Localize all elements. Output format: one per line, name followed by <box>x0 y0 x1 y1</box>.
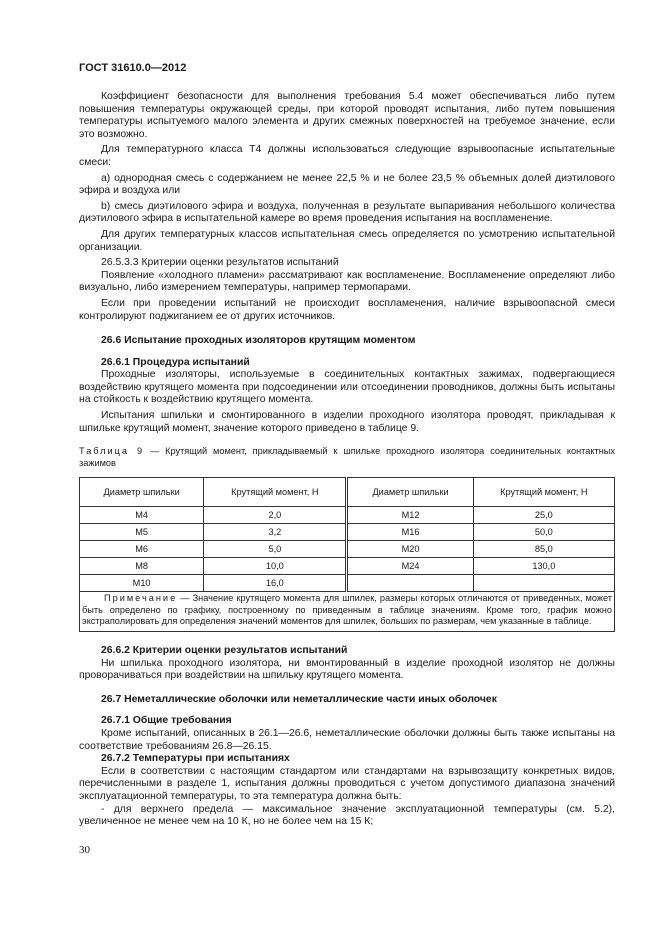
table-note <box>80 592 615 632</box>
table-cell: 16,0 <box>204 575 347 592</box>
table-cell: 50,0 <box>473 524 614 541</box>
table-cell: 130,0 <box>473 558 614 575</box>
table-cell: 25,0 <box>473 507 614 524</box>
torque-table <box>79 477 615 632</box>
paragraph: Для температурного класса Т4 должны использоваться следующие взрывоопасные испытательные смеси: <box>79 144 615 168</box>
table-cell: 10,0 <box>204 558 347 575</box>
section-heading: 26.7 Неметаллические оболочки или неметаллические части иных оболочек <box>101 693 497 705</box>
subsection-heading: 26.7.1 Общие требования <box>101 715 232 727</box>
paragraph: Коэффициент безопасности для выполнения требования 5.4 может обеспечиваться либо путем повышения температуры окружающей среды, при которой проводят испытания, либо путем повышения температуры испытуемого малого элемента и других смежных поверхностей на требуемое значение, если это возможно. <box>79 91 615 140</box>
table-header-row <box>80 478 615 507</box>
table-caption <box>79 446 615 469</box>
table-cell: М8 <box>80 558 204 575</box>
paragraph: 26.5.3.3 Критерии оценки результатов испытаний <box>101 257 339 269</box>
document-header: ГОСТ 31610.0—2012 <box>79 62 187 74</box>
table-cell: М4 <box>80 507 204 524</box>
table-cell: М20 <box>347 541 473 558</box>
subsection-heading: 26.6.1 Процедура испытаний <box>101 356 250 368</box>
table-caption-label: Таблица 9 <box>79 446 145 457</box>
subsection-heading: 26.6.2 Критерии оценки результатов испытаний <box>101 645 348 657</box>
table-cell <box>473 575 614 592</box>
note-text: — Значение крутящего момента для шпилек, размеры которых отличаются от приведенных, может быть определено по графику, построенному по приведенным в таблице значениям. Кроме того, график можно экстраполировать для определения значений моментов для шпилек, больших по размерам, чем указанные в таблице. <box>82 593 612 627</box>
column-header: Крутящий момент, Н <box>473 478 614 507</box>
column-header: Крутящий момент, Н <box>204 478 347 507</box>
table-note-row <box>80 592 615 632</box>
paragraph: Кроме испытаний, описанных в 26.1—26.6, неметаллические оболочки должны быть также испытаны на соответствие требованиям 26.8—26.15. <box>79 728 615 752</box>
paragraph: Ни шпилька проходного изолятора, ни вмонтированный в изделие проходной изолятор не должны проворачиваться при воздействии на шпильку крутящего момента. <box>79 657 615 682</box>
table-cell: М24 <box>347 558 473 575</box>
paragraph: - для верхнего предела — максимальное значение эксплуатационной температуры (см. 5.2), увеличенное не менее чем на 10 К, но не более чем на 15 К; <box>79 803 615 828</box>
table-row <box>80 507 615 524</box>
table-row <box>80 558 615 575</box>
column-header: Диаметр шпильки <box>347 478 473 507</box>
paragraph: Если при проведении испытаний не происходит воспламенения, наличие взрывоопасной смеси контролируют поджиганием ее от других источников. <box>79 297 615 322</box>
table-cell: М6 <box>80 541 204 558</box>
paragraph: а) однородная смесь с содержанием не менее 22,5 % и не более 23,5 % объемных долей диэтилового эфира и воздуха или <box>79 172 615 197</box>
section-heading: 26.6 Испытание проходных изоляторов крутящим моментом <box>101 335 416 347</box>
paragraph: Проходные изоляторы, используемые в соединительных контактных зажимах, подвергающиеся воздействию крутящего момента при подсоединении или отсоединении проводников, должны быть испытаны на стойкость к воздействию крутящего момента. <box>79 369 615 406</box>
table-cell: М10 <box>80 575 204 592</box>
table-cell: 3,2 <box>204 524 347 541</box>
table-cell <box>347 575 473 592</box>
paragraph: Испытания шпильки и смонтированного в изделии проходного изолятора проводят, прикладывая к шпильке крутящий момент, значение которого приведено в таблице 9. <box>79 410 615 434</box>
table-cell: 2,0 <box>204 507 347 524</box>
paragraph: Появление «холодного пламени» рассматривают как воспламенение. Воспламенение определяют либо визуально, либо измерением температуры, например термопарами. <box>79 269 615 294</box>
table-row <box>80 575 615 592</box>
page-number: 30 <box>79 844 90 856</box>
table-cell: 85,0 <box>473 541 614 558</box>
table-cell: М5 <box>80 524 204 541</box>
table-row <box>80 541 615 558</box>
paragraph: Если в соответствии с настоящим стандартом или стандартами на взрывозащиту конкретных видов, перечисленными в разделе 1, испытания должны проводиться с учетом допустимого диапазона значений эксплуатационной температуры, то эта температура должна быть: <box>79 765 615 802</box>
subsection-heading: 26.7.2 Температуры при испытаниях <box>101 753 290 765</box>
table-cell: М16 <box>347 524 473 541</box>
paragraph: Для других температурных классов испытательная смесь определяется по усмотрению испытательной организации. <box>79 228 615 253</box>
table-caption-text: — Крутящий момент, прикладываемый к шпильке проходного изолятора соединительных контактных зажимов <box>79 446 615 468</box>
table-cell: М12 <box>347 507 473 524</box>
page-body <box>79 0 615 829</box>
note-label: Примечание <box>104 593 178 604</box>
table-row <box>80 524 615 541</box>
table-cell: 5,0 <box>204 541 347 558</box>
column-header: Диаметр шпильки <box>80 478 204 507</box>
paragraph: b) смесь диэтилового эфира и воздуха, полученная в результате выпаривания небольшого количества диэтилового эфира в испытательной камере во время проведения испытания на воспламенение. <box>79 200 615 225</box>
